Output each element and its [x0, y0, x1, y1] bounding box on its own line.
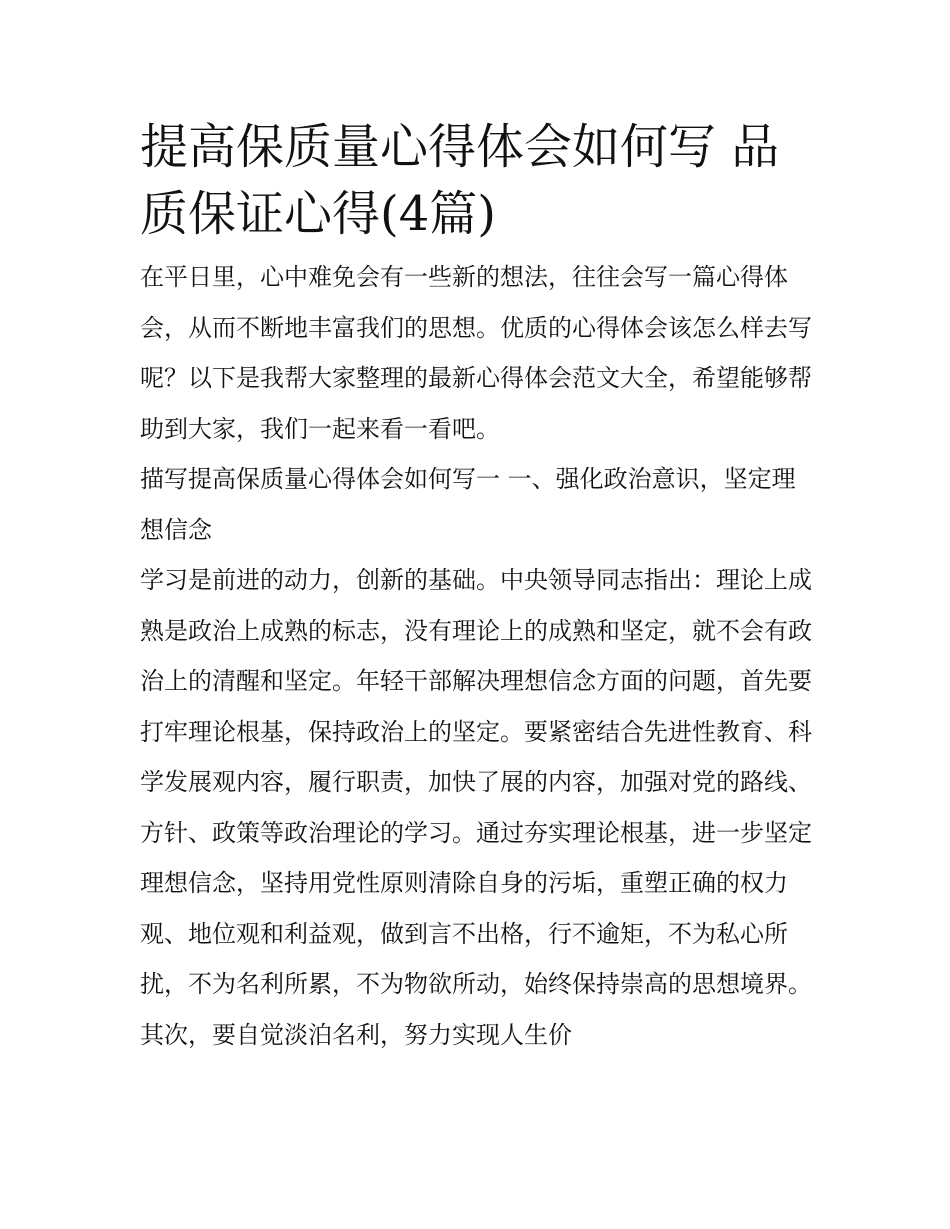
intro-paragraph: 在平日里，心中难免会有一些新的想法，往往会写一篇心得体会，从而不断地丰富我们的思想。优质的心得体会该怎么样去写呢？以下是我帮大家整理的最新心得体会范文大全，希望能够帮助到大家，我们一起来看一看吧。: [140, 263, 812, 443]
document-body: [140, 114, 812, 1060]
body-paragraph: 学习是前进的动力，创新的基础。中央领导同志指出：理论上成熟是政治上成熟的标志，没有理论上的成熟和坚定，就不会有政治上的清醒和坚定。年轻干部解决理想信念方面的问题，首先要打牢理论根基，保持政治上的坚定。要紧密结合先进性教育、科学发展观内容，履行职责，加快了展的内容，加强对党的路线、方针、政策等政治理论的学习。通过夯实理论根基，进一步坚定理想信念，坚持用党性原则清除自身的污垢，重塑正确的权力观、地位观和利益观，做到言不出格，行不逾矩，不为私心所扰，不为名利所累，不为物欲所动，始终保持崇高的思想境界。其次，要自觉淡泊名利，努力实现人生价: [140, 566, 812, 1049]
section-heading: 描写提高保质量心得体会如何写一 一、强化政治意识，坚定理想信念: [140, 465, 796, 544]
document-title: 提高保质量心得体会如何写 品质保证心得(4篇): [140, 119, 780, 242]
